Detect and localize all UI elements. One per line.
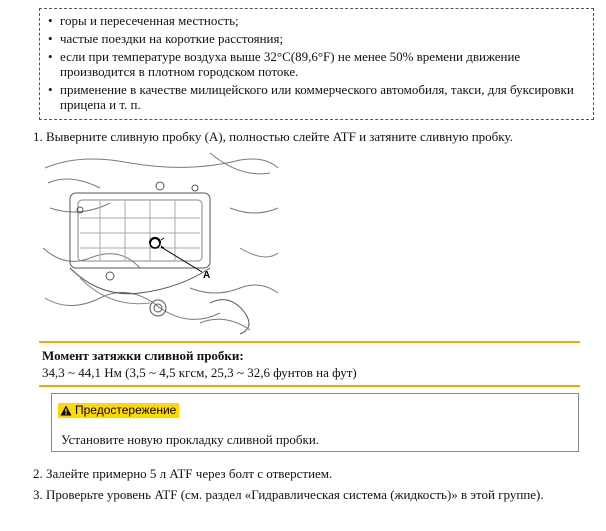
torque-title: Момент затяжки сливной пробки:: [42, 348, 244, 363]
step-text: Проверьте уровень ATF (см. раздел «Гидравлическая система (жидкость)» в этой группе).: [46, 487, 544, 502]
callout-label: A: [203, 270, 211, 281]
torque-spec-box: [39, 341, 580, 387]
warning-triangle-icon: [60, 405, 72, 416]
step-2: [33, 466, 593, 481]
condition-item: • применение в качестве милицейского или коммерческого автомобиля, такси, для буксировки прицепа и т. п.: [48, 82, 585, 112]
step-text: Выверните сливную пробку (А), полностью слейте ATF и затяните сливную пробку.: [46, 129, 513, 144]
step-text: Залейте примерно 5 л ATF через болт с отверстием.: [46, 466, 333, 481]
torque-value: 34,3 ~ 44,1 Нм (3,5 ~ 4,5 кгсм, 25,3 ~ 32,6 фунтов на фут): [42, 365, 357, 380]
drain-plug: [150, 238, 164, 248]
condition-item: • если при температуре воздуха выше 32°С(89,6°F) не менее 50% времени движение производится в плотном городском потоке.: [48, 49, 585, 79]
condition-item: • горы и пересеченная местность;: [48, 13, 585, 28]
step-number: 2.: [33, 466, 43, 481]
transmission-illustration: [40, 148, 280, 335]
caution-label: Предостережение: [75, 403, 177, 417]
condition-item: • частые поездки на короткие расстояния;: [48, 31, 585, 46]
step-3: [33, 487, 593, 502]
step-number: 3.: [33, 487, 43, 502]
conditions-box: [39, 8, 594, 120]
caution-box: [51, 393, 579, 452]
drain-plug-figure: [40, 148, 280, 335]
conditions-list: [48, 13, 585, 112]
caution-text: Установите новую прокладку сливной пробки.: [61, 432, 320, 447]
caution-badge: [58, 403, 179, 418]
step-number: 1.: [33, 129, 43, 144]
step-1: [33, 129, 593, 144]
